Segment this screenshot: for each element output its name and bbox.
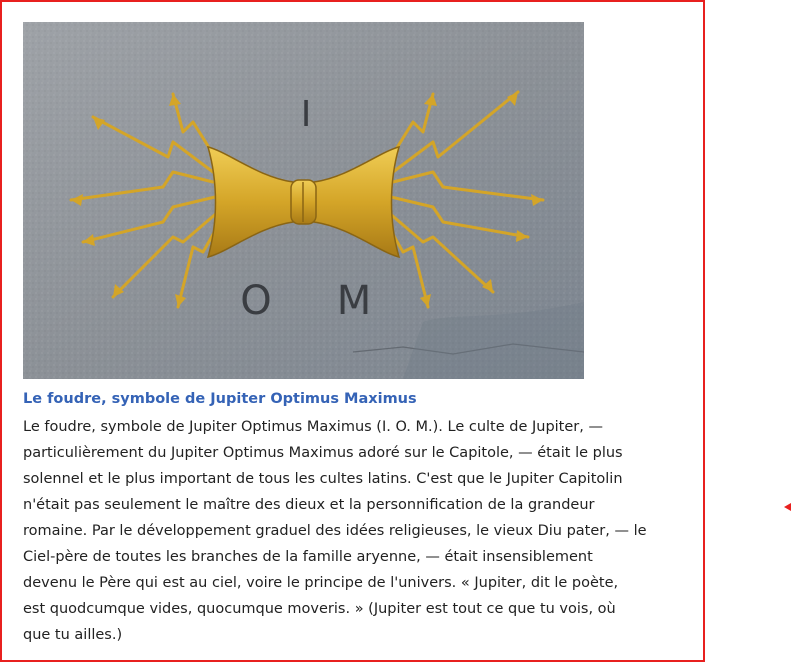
- caption-line: Ciel-père de toutes les branches de la famille aryenne, — était insensiblement: [23, 549, 593, 565]
- caption-body: [23, 414, 683, 648]
- thunderbolt-relief: [23, 22, 584, 379]
- caption-line: que tu ailles.): [23, 627, 123, 643]
- figure-image: [23, 22, 584, 379]
- caption-line: devenu le Père qui est au ciel, voire le principe de l'univers. « Jupiter, dit le poète,: [23, 575, 619, 591]
- caption-line: Le foudre, symbole de Jupiter Optimus Maximus (I. O. M.). Le culte de Jupiter, —: [23, 419, 603, 435]
- inscription-i: I: [300, 94, 312, 135]
- caption-line: solennel et le plus important de tous les cultes latins. C'est que le Jupiter Capitolin: [23, 471, 623, 487]
- inscription-o: O: [240, 278, 272, 324]
- arrow-left-icon: [783, 498, 791, 516]
- caption-line: particulièrement du Jupiter Optimus Maximus adoré sur le Capitole, — était le plus: [23, 445, 623, 461]
- caption-title: Le foudre, symbole de Jupiter Optimus Maximus: [23, 391, 417, 407]
- inscription-m: M: [336, 278, 372, 324]
- caption-line: est quodcumque vides, quocumque moveris. » (Jupiter est tout ce que tu vois, où: [23, 601, 616, 617]
- caption-line: romaine. Par le développement graduel des idées religieuses, le vieux Diu pater, — le: [23, 523, 647, 539]
- caption-line: n'était pas seulement le maître des dieux et la personnification de la grandeur: [23, 497, 595, 513]
